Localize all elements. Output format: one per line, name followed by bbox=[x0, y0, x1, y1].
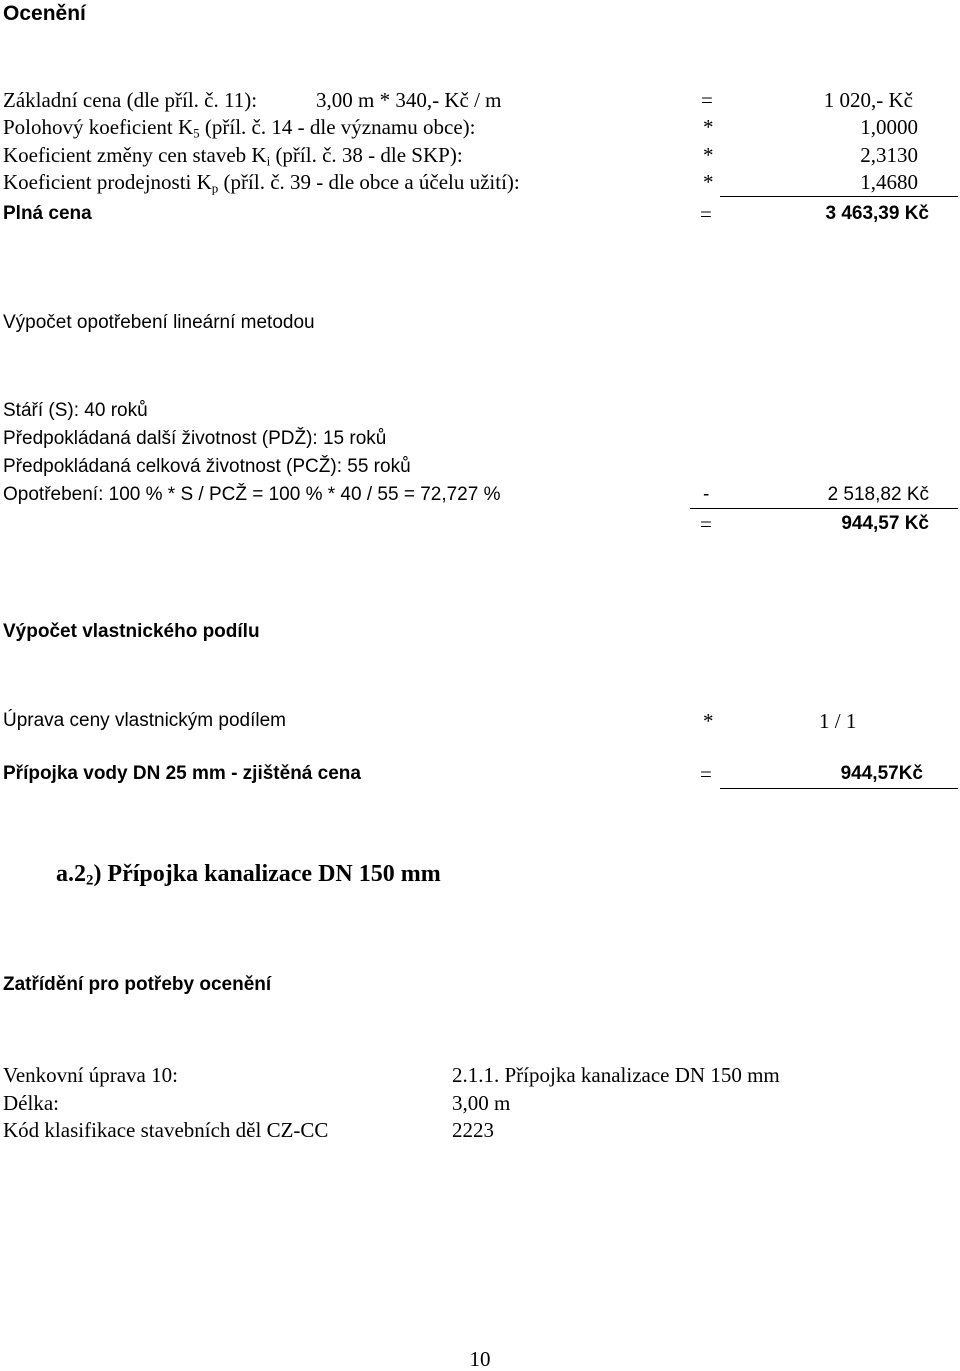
age-line: Stáří (S): 40 roků bbox=[3, 400, 148, 421]
position-coefficient-operator: * bbox=[703, 115, 714, 139]
full-price-label: Plná cena bbox=[3, 203, 92, 224]
marketability-coefficient-label: Koeficient prodejnosti $K_p$ (příl. č. 39 - dle obce a účelu užití): bbox=[3, 170, 520, 196]
final-price-value: 944,57Kč bbox=[840, 763, 923, 784]
marketability-coefficient-value: 1,4680 bbox=[860, 170, 918, 194]
page-heading: Ocenění bbox=[3, 2, 86, 25]
classification-code-label: Kód klasifikace stavebních děl CZ-CC bbox=[3, 1118, 329, 1142]
ownership-adjust-label: Úprava ceny vlastnickým podílem bbox=[3, 710, 286, 731]
depreciated-operator: = bbox=[700, 512, 712, 536]
page-number: 10 bbox=[469, 1347, 491, 1371]
depreciation-label: Opotřebení: 100 % * S / PCŽ = 100 % * 40 / 55 = 72,727 % bbox=[3, 484, 501, 505]
price-change-coefficient-value: 2,3130 bbox=[860, 143, 918, 167]
outdoor-type-value: 2.1.1. Přípojka kanalizace DN 150 mm bbox=[452, 1063, 780, 1087]
total-life-line: Předpokládaná celková životnost (PCŽ): 55 roků bbox=[3, 456, 411, 477]
ownership-title: Výpočet vlastnického podílu bbox=[3, 621, 260, 642]
depreciated-value: 944,57 Kč bbox=[841, 513, 929, 534]
remaining-life-line: Předpokládaná další životnost (PDŽ): 15 roků bbox=[3, 428, 387, 449]
base-price-detail: 3,00 m * 340,- Kč / m bbox=[316, 88, 502, 112]
length-value: 3,00 m bbox=[452, 1091, 511, 1115]
base-price-label: Základní cena (dle příl. č. 11): bbox=[3, 88, 258, 112]
depreciation-rule bbox=[690, 508, 958, 509]
base-price-value: 1 020,- Kč bbox=[823, 88, 913, 112]
final-price-label: Přípojka vody DN 25 mm - zjištěná cena bbox=[3, 763, 361, 784]
full-price-value: 3 463,39 Kč bbox=[825, 203, 929, 224]
price-change-coefficient-label: Koeficient změny cen staveb $K_i$ (příl. č. 38 - dle SKP): bbox=[3, 143, 463, 169]
full-price-operator: = bbox=[700, 202, 712, 226]
position-coefficient-label: Polohový koeficient $K_5$ (příl. č. 14 - dle významu obce): bbox=[3, 115, 476, 141]
price-change-coefficient-operator: * bbox=[703, 143, 714, 167]
base-price-operator: = bbox=[701, 88, 713, 112]
depreciation-value: 2 518,82 Kč bbox=[827, 484, 929, 505]
marketability-coefficient-operator: * bbox=[703, 170, 714, 194]
final-price-operator: = bbox=[700, 762, 712, 786]
classification-code-value: 2223 bbox=[452, 1118, 494, 1142]
subtotal-rule bbox=[720, 196, 958, 197]
final-price-rule bbox=[720, 788, 958, 789]
length-label: Délka: bbox=[3, 1091, 59, 1115]
outdoor-type-label: Venkovní úprava 10: bbox=[3, 1063, 178, 1087]
classification-title: Zatřídění pro potřeby ocenění bbox=[3, 974, 272, 995]
depreciation-operator: - bbox=[703, 484, 710, 505]
wear-title: Výpočet opotřebení lineární metodou bbox=[3, 312, 315, 333]
ownership-adjust-operator: * bbox=[703, 709, 714, 733]
section-a2-heading: $a.2_2$) Přípojka kanalizace DN 150 mm bbox=[56, 861, 441, 889]
ownership-adjust-value: 1 / 1 bbox=[819, 709, 857, 733]
position-coefficient-value: 1,0000 bbox=[860, 115, 918, 139]
